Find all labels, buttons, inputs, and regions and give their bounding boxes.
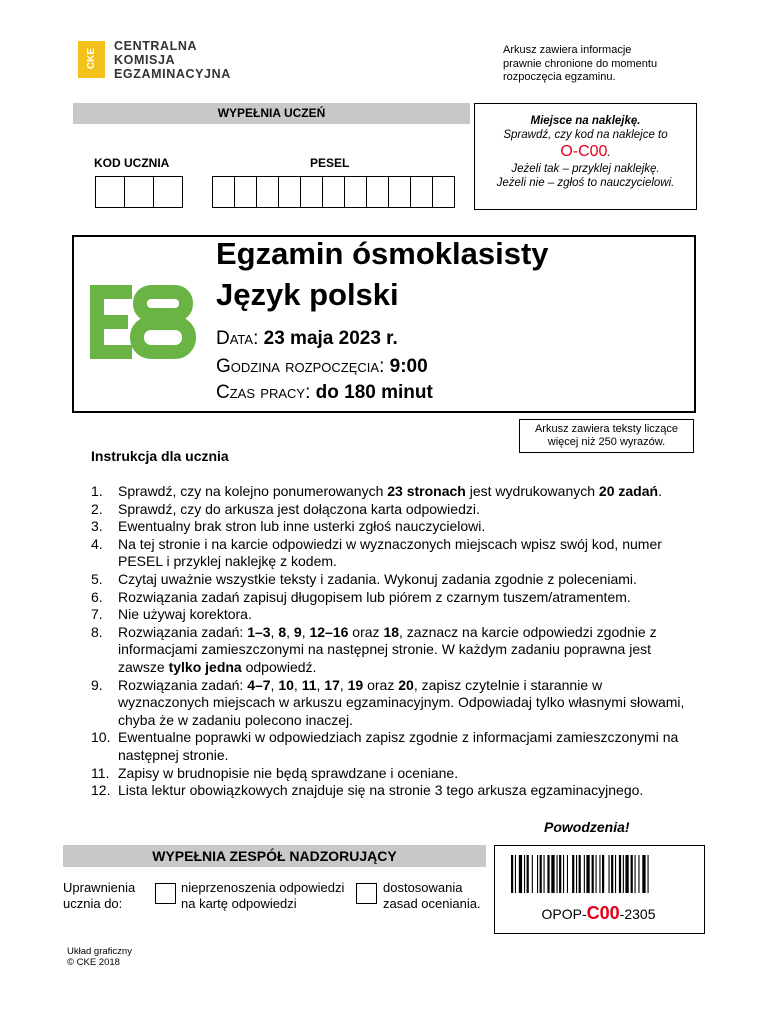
cke-logo-text: CENTRALNA KOMISJA EGZAMINACYJNA (114, 39, 231, 81)
student-code-label: KOD UCZNIA (94, 156, 170, 170)
instruction-item: 5. Czytaj uważnie wszystkie teksty i zadania. Wykonuj zadania zgodnie z poleceniami. (91, 570, 637, 587)
code-box (95, 176, 125, 208)
instruction-item: 11. Zapisy w brudnopisie nie będą sprawdzane i oceniane. (91, 764, 459, 781)
instruction-item: 8. Rozwiązania zadań: 1–3, 8, 9, 12–16 oraz 18, zaznacz na karcie odpowiedzi zgodnie z informacjami zamieszczonymi na następnej stronie. W każdym zadaniu poprawna jest zawsze tylko jedna odpowiedź. (91, 623, 657, 675)
good-luck-text: Powodzenia! (544, 819, 630, 835)
instructions-list (91, 483, 691, 800)
exam-title: Egzamin ósmoklasisty (216, 236, 549, 271)
code-box (153, 176, 183, 208)
checkbox-adjusted-grading-label: dostosowania zasad oceniania. (383, 880, 481, 911)
checkbox-adjusted-grading[interactable] (356, 883, 377, 904)
instruction-item: 7. Nie używaj korektora. (91, 606, 252, 623)
code-box (124, 176, 154, 208)
footer-credit: Układ graficzny © CKE 2018 (67, 946, 132, 968)
exam-subject: Język polski (216, 277, 399, 312)
supervisors-section-header: WYPEŁNIA ZESPÓŁ NADZORUJĄCY (63, 845, 486, 867)
checkbox-no-transfer-label: nieprzenoszenia odpowiedzi na kartę odpowiedzi (181, 880, 345, 911)
checkbox-no-transfer[interactable] (155, 883, 176, 904)
instruction-item: 9. Rozwiązania zadań: 4–7, 10, 11, 17, 19 oraz 20, zapisz czytelnie i starannie w wyznaczonych miejscach w arkuszu egzaminacyjnym. Odpowiadaj tylko własnymi słowami, chyba że w zadaniu polecono inaczej. (91, 676, 685, 728)
cke-logo-mark: CKE (78, 41, 105, 78)
pesel-boxes[interactable] (212, 176, 454, 208)
instruction-item: 12. Lista lektur obowiązkowych znajduje się na stronie 3 tego arkusza egzaminacyjnego. (91, 782, 644, 799)
student-code-boxes[interactable] (95, 176, 182, 208)
barcode-image (511, 855, 687, 893)
instructions-heading: Instrukcja dla ucznia (91, 448, 229, 464)
student-section-header: WYPEŁNIA UCZEŃ (73, 103, 470, 124)
instruction-item: 2. Sprawdź, czy do arkusza jest dołączona karta odpowiedzi. (91, 500, 480, 517)
instruction-item: 4. Na tej stronie i na karcie odpowiedzi w wyznaczonych miejscach wpisz swój kod, numer PESEL i przyklej naklejkę z kodem. (91, 535, 662, 570)
exam-date: Data: 23 maja 2023 r. (216, 328, 398, 349)
exam-start-time: Godzina rozpoczęcia: 9:00 (216, 356, 428, 377)
pesel-label: PESEL (310, 156, 350, 170)
sheet-code: OPOP-C00-2305 (541, 903, 656, 923)
instruction-item: 6. Rozwiązania zadań zapisuj długopisem lub piórem z czarnym tuszem/atramentem. (91, 588, 631, 605)
sticker-place: Miejsce na naklejkę. Sprawdź, czy kod na naklejce to O-C00. Jeżeli tak – przyklej naklejkę. Jeżeli nie – zgłoś to nauczycielowi. (474, 103, 697, 210)
exam-duration: Czas pracy: do 180 minut (216, 382, 433, 403)
sticker-code: O-C00 (560, 143, 608, 160)
protected-info-note: Arkusz zawiera informacje prawnie chronione do momentu rozpoczęcia egzaminu. (503, 44, 658, 83)
word-count-note: Arkusz zawiera teksty liczące więcej niż 250 wyrazów. (519, 419, 694, 453)
instruction-item: 10. Ewentualne poprawki w odpowiedziach zapisz zgodnie z informacjami zamieszczonymi na następnej stronie. (91, 729, 679, 763)
instruction-item: 3. Ewentualny brak stron lub inne usterki zgłoś nauczycielowi. (91, 518, 486, 535)
e8-logo (90, 285, 196, 359)
instruction-item: 1. Sprawdź, czy na kolejno ponumerowanych 23 stronach jest wydrukowanych 20 zadań. (91, 483, 662, 499)
entitlements-label: Uprawnienia ucznia do: (63, 880, 136, 911)
